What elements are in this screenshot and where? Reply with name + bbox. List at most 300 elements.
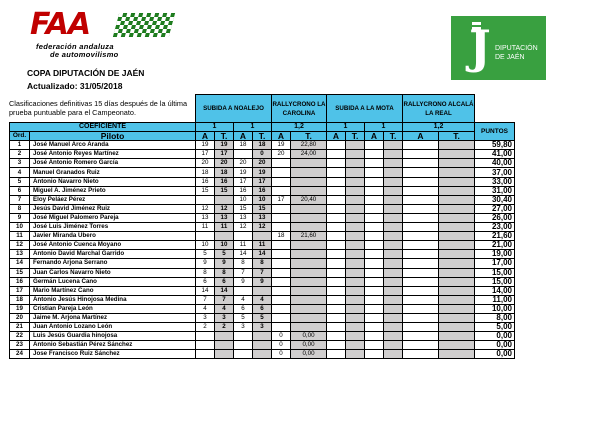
row-score-cell: 18 (253, 141, 272, 150)
row-score-cell (215, 341, 234, 350)
row-ord: 20 (10, 313, 30, 322)
row-driver-name: Fernando Arjona Serrano (30, 259, 196, 268)
row-total-points: 15,00 (475, 268, 515, 277)
row-score-cell (346, 195, 365, 204)
row-score-cell (272, 223, 291, 232)
row-score-cell: 0 (272, 341, 291, 350)
row-score-cell (253, 341, 272, 350)
row-score-cell (327, 232, 346, 241)
table-row (10, 332, 515, 341)
row-score-cell (272, 159, 291, 168)
row-score-cell (327, 341, 346, 350)
row-score-cell (346, 259, 365, 268)
row-ord: 4 (10, 168, 30, 177)
row-ord: 7 (10, 195, 30, 204)
row-score-cell (327, 241, 346, 250)
row-score-cell (291, 241, 327, 250)
row-score-cell (439, 168, 475, 177)
row-score-cell: 12 (234, 223, 253, 232)
row-score-cell: 20 (253, 159, 272, 168)
row-score-cell: 19 (234, 168, 253, 177)
row-score-cell (291, 177, 327, 186)
row-score-cell (327, 204, 346, 213)
row-score-cell: 19 (253, 168, 272, 177)
row-ord: 6 (10, 186, 30, 195)
row-score-cell: 3 (234, 323, 253, 332)
row-score-cell (384, 223, 403, 232)
row-driver-name: Luis Jesús Guardia hinojosa (30, 332, 196, 341)
row-score-cell (291, 204, 327, 213)
row-driver-name: Antonio Navarro Nieto (30, 177, 196, 186)
row-total-points: 0,00 (475, 341, 515, 350)
row-score-cell (327, 323, 346, 332)
row-score-cell: 13 (253, 213, 272, 222)
row-score-cell: 20 (272, 150, 291, 159)
row-score-cell (291, 268, 327, 277)
puntos-header: PUNTOS (475, 123, 515, 141)
row-ord: 19 (10, 304, 30, 313)
row-score-cell (346, 277, 365, 286)
row-score-cell (439, 213, 475, 222)
row-score-cell (384, 286, 403, 295)
row-score-cell: 16 (253, 186, 272, 195)
row-score-cell (403, 259, 439, 268)
row-score-cell (272, 268, 291, 277)
row-score-cell: 9 (234, 277, 253, 286)
row-score-cell: 13 (215, 213, 234, 222)
row-score-cell: 12 (253, 223, 272, 232)
row-ord: 8 (10, 204, 30, 213)
row-score-cell (272, 213, 291, 222)
row-driver-name: José Luis Jiménez Torres (30, 223, 196, 232)
row-score-cell (403, 223, 439, 232)
col-t-header: T. (253, 132, 272, 141)
row-score-cell (384, 295, 403, 304)
row-score-cell (327, 186, 346, 195)
table-row (10, 177, 515, 186)
row-score-cell (384, 332, 403, 341)
row-score-cell (196, 232, 215, 241)
row-score-cell (291, 295, 327, 304)
diputacion-logo-mark: J (469, 20, 491, 74)
row-score-cell (272, 186, 291, 195)
row-score-cell (215, 350, 234, 359)
row-score-cell (327, 195, 346, 204)
header-spacer (10, 95, 196, 123)
row-score-cell (403, 277, 439, 286)
row-score-cell (346, 295, 365, 304)
row-score-cell: 2 (196, 323, 215, 332)
row-score-cell (403, 323, 439, 332)
row-score-cell (403, 232, 439, 241)
row-score-cell: 18 (215, 168, 234, 177)
row-score-cell: 7 (215, 295, 234, 304)
event-header-alcala: RALLYCRONO ALCALÁ LA REAL (403, 95, 475, 123)
row-score-cell: 15 (253, 204, 272, 213)
row-score-cell: 9 (253, 277, 272, 286)
row-driver-name: Jesús David Jiménez Ruiz (30, 204, 196, 213)
row-score-cell: 14 (215, 286, 234, 295)
row-score-cell: 12 (215, 204, 234, 213)
row-score-cell (439, 250, 475, 259)
row-score-cell (365, 286, 384, 295)
row-total-points: 15,00 (475, 277, 515, 286)
row-score-cell: 20,40 (291, 195, 327, 204)
row-score-cell: 0,00 (291, 332, 327, 341)
row-score-cell (346, 350, 365, 359)
row-score-cell: 14 (234, 250, 253, 259)
row-score-cell (253, 332, 272, 341)
row-score-cell: 3 (196, 313, 215, 322)
row-score-cell (196, 195, 215, 204)
row-score-cell (215, 195, 234, 204)
row-score-cell (327, 286, 346, 295)
row-score-cell (365, 241, 384, 250)
table-row (10, 277, 515, 286)
row-score-cell (439, 150, 475, 159)
row-score-cell: 0 (272, 332, 291, 341)
row-score-cell (365, 268, 384, 277)
row-score-cell (384, 304, 403, 313)
row-score-cell (403, 168, 439, 177)
row-total-points: 41,00 (475, 150, 515, 159)
row-score-cell (439, 159, 475, 168)
row-driver-name: Antonio David Marchal Garrido (30, 250, 196, 259)
row-score-cell: 7 (234, 268, 253, 277)
table-row (10, 213, 515, 222)
row-score-cell (291, 313, 327, 322)
row-score-cell (365, 223, 384, 232)
row-score-cell: 20 (215, 159, 234, 168)
row-score-cell (346, 304, 365, 313)
row-score-cell (365, 177, 384, 186)
row-score-cell: 19 (215, 141, 234, 150)
row-ord: 9 (10, 213, 30, 222)
table-row (10, 232, 515, 241)
diputacion-logo-line1: DIPUTACIÓN (495, 45, 538, 52)
row-score-cell (439, 141, 475, 150)
row-score-cell (346, 150, 365, 159)
row-score-cell (234, 341, 253, 350)
row-ord: 17 (10, 286, 30, 295)
row-score-cell (291, 213, 327, 222)
row-score-cell (272, 259, 291, 268)
row-score-cell: 15 (234, 204, 253, 213)
row-score-cell (403, 241, 439, 250)
row-ord: 11 (10, 232, 30, 241)
row-score-cell (365, 186, 384, 195)
row-total-points: 27,00 (475, 204, 515, 213)
row-score-cell: 17 (234, 177, 253, 186)
row-score-cell (439, 268, 475, 277)
row-score-cell (291, 304, 327, 313)
row-score-cell (365, 204, 384, 213)
row-score-cell (291, 259, 327, 268)
row-score-cell (365, 232, 384, 241)
row-total-points: 10,00 (475, 304, 515, 313)
row-score-cell (291, 277, 327, 286)
row-score-cell (403, 304, 439, 313)
table-row (10, 141, 515, 150)
row-score-cell: 17 (215, 150, 234, 159)
row-score-cell (439, 177, 475, 186)
row-score-cell (439, 232, 475, 241)
col-a-header: A (403, 132, 439, 141)
updated-date: Actualizado: 31/05/2018 (27, 81, 123, 91)
row-total-points: 14,00 (475, 286, 515, 295)
classification-table (9, 94, 515, 359)
row-score-cell (215, 232, 234, 241)
piloto-header: Piloto (30, 132, 196, 141)
faa-logo-letters: FAA (30, 7, 91, 42)
row-score-cell: 18 (196, 168, 215, 177)
row-score-cell: 20 (196, 159, 215, 168)
row-score-cell (403, 195, 439, 204)
row-score-cell (439, 286, 475, 295)
row-score-cell (272, 177, 291, 186)
row-driver-name: Juan Carlos Navarro Nieto (30, 268, 196, 277)
row-ord: 15 (10, 268, 30, 277)
col-a-header: A (327, 132, 346, 141)
row-score-cell: 0 (253, 150, 272, 159)
row-driver-name: Antonio Jesús Hinojosa Medina (30, 295, 196, 304)
row-score-cell (365, 295, 384, 304)
row-score-cell: 6 (253, 304, 272, 313)
table-row (10, 286, 515, 295)
row-ord: 18 (10, 295, 30, 304)
table-row (10, 295, 515, 304)
row-score-cell (272, 241, 291, 250)
row-score-cell (384, 241, 403, 250)
row-score-cell (365, 259, 384, 268)
row-driver-name: Jaime M. Arjona Martínez (30, 313, 196, 322)
row-score-cell (291, 223, 327, 232)
diputacion-logo-text (495, 44, 538, 62)
row-score-cell (439, 323, 475, 332)
row-score-cell: 3 (215, 313, 234, 322)
row-score-cell (439, 304, 475, 313)
faa-logo-line1: federación andaluza (36, 42, 114, 51)
row-score-cell: 8 (253, 259, 272, 268)
row-score-cell (365, 332, 384, 341)
row-score-cell: 8 (234, 259, 253, 268)
row-score-cell (384, 313, 403, 322)
row-score-cell: 11 (253, 241, 272, 250)
row-score-cell (346, 341, 365, 350)
row-score-cell: 20 (234, 159, 253, 168)
row-driver-name: José Antonio Cuenca Moyano (30, 241, 196, 250)
table-row (10, 186, 515, 195)
row-score-cell (384, 204, 403, 213)
row-score-cell (196, 350, 215, 359)
row-score-cell: 7 (253, 268, 272, 277)
row-score-cell (384, 350, 403, 359)
row-score-cell (253, 286, 272, 295)
row-ord: 3 (10, 159, 30, 168)
row-score-cell (439, 295, 475, 304)
event-header-la-carolina: RALLYCRONO LA CAROLINA (272, 95, 327, 123)
row-score-cell (327, 268, 346, 277)
col-t-header: T. (439, 132, 475, 141)
row-score-cell: 6 (215, 277, 234, 286)
table-row (10, 341, 515, 350)
row-score-cell: 13 (234, 213, 253, 222)
header-spacer-right (475, 95, 515, 123)
row-score-cell (346, 268, 365, 277)
row-score-cell: 14 (196, 286, 215, 295)
row-score-cell: 5 (215, 250, 234, 259)
row-score-cell (272, 295, 291, 304)
coef-value: 1 (196, 123, 234, 132)
row-score-cell: 11 (196, 223, 215, 232)
row-score-cell (346, 286, 365, 295)
row-score-cell (403, 268, 439, 277)
row-score-cell (327, 332, 346, 341)
row-score-cell (439, 241, 475, 250)
row-ord: 10 (10, 223, 30, 232)
row-score-cell (291, 323, 327, 332)
row-score-cell: 4 (234, 295, 253, 304)
col-a-header: A (365, 132, 384, 141)
row-ord: 24 (10, 350, 30, 359)
row-score-cell (439, 277, 475, 286)
row-driver-name: Jose Francisco Ruiz Sánchez (30, 350, 196, 359)
row-score-cell (291, 168, 327, 177)
diputacion-logo-line2: DE JAÉN (495, 54, 525, 61)
row-score-cell (327, 141, 346, 150)
row-score-cell (234, 232, 253, 241)
table-row (10, 159, 515, 168)
row-score-cell (346, 250, 365, 259)
row-score-cell: 16 (215, 177, 234, 186)
col-t-header: T. (291, 132, 327, 141)
col-a-header: A (272, 132, 291, 141)
row-score-cell (439, 341, 475, 350)
row-score-cell (403, 159, 439, 168)
row-score-cell (439, 313, 475, 322)
row-score-cell: 8 (215, 268, 234, 277)
row-total-points: 31,00 (475, 186, 515, 195)
row-score-cell (327, 159, 346, 168)
row-score-cell: 22,80 (291, 141, 327, 150)
row-score-cell: 13 (196, 213, 215, 222)
table-row (10, 304, 515, 313)
row-total-points: 11,00 (475, 295, 515, 304)
table-row (10, 204, 515, 213)
row-score-cell (346, 241, 365, 250)
row-driver-name: José Manuel Arco Aranda (30, 141, 196, 150)
row-score-cell: 10 (234, 195, 253, 204)
row-total-points: 33,00 (475, 177, 515, 186)
row-total-points: 21,60 (475, 232, 515, 241)
row-score-cell (384, 323, 403, 332)
row-score-cell: 14 (253, 250, 272, 259)
row-ord: 16 (10, 277, 30, 286)
row-total-points: 23,00 (475, 223, 515, 232)
row-score-cell (272, 250, 291, 259)
row-score-cell (253, 232, 272, 241)
table-row (10, 195, 515, 204)
faa-logo-line2: de automovilismo (50, 50, 119, 59)
row-score-cell (403, 150, 439, 159)
row-score-cell: 5 (253, 313, 272, 322)
row-score-cell (365, 168, 384, 177)
row-score-cell (365, 313, 384, 322)
row-score-cell (403, 213, 439, 222)
table-row (10, 150, 515, 159)
row-score-cell: 19 (196, 141, 215, 150)
row-total-points: 5,00 (475, 323, 515, 332)
row-score-cell: 8 (196, 268, 215, 277)
row-score-cell (439, 204, 475, 213)
row-score-cell (272, 168, 291, 177)
row-total-points: 19,00 (475, 250, 515, 259)
row-score-cell (365, 150, 384, 159)
col-a-header: A (196, 132, 215, 141)
row-score-cell: 4 (196, 304, 215, 313)
row-score-cell (215, 332, 234, 341)
row-score-cell (234, 286, 253, 295)
row-score-cell (346, 232, 365, 241)
row-score-cell: 6 (234, 304, 253, 313)
row-driver-name: José Miguel Palomero Pareja (30, 213, 196, 222)
row-score-cell: 7 (196, 295, 215, 304)
event-header-la-mota: SUBIDA A LA MOTA (327, 95, 403, 123)
row-ord: 13 (10, 250, 30, 259)
row-score-cell: 18 (272, 232, 291, 241)
row-driver-name: Cristian Pareja León (30, 304, 196, 313)
row-score-cell: 17 (272, 195, 291, 204)
row-score-cell (384, 150, 403, 159)
row-score-cell: 12 (196, 204, 215, 213)
col-t-header: T. (215, 132, 234, 141)
row-score-cell (234, 332, 253, 341)
row-score-cell (439, 332, 475, 341)
row-score-cell (403, 350, 439, 359)
row-score-cell (384, 277, 403, 286)
row-driver-name: Manuel Granados Ruiz (30, 168, 196, 177)
row-score-cell (384, 232, 403, 241)
row-driver-name: José Antonio Reyes Martínez (30, 150, 196, 159)
row-total-points: 0,00 (475, 350, 515, 359)
row-score-cell (327, 350, 346, 359)
row-total-points: 0,00 (475, 332, 515, 341)
row-score-cell (346, 141, 365, 150)
ord-header: Ord. (10, 132, 30, 141)
row-driver-name: Juan Antonio Lozano León (30, 323, 196, 332)
row-score-cell (439, 186, 475, 195)
description-text: Clasificaciones definitivas 15 días después de la última prueba puntuable para el Campeonato. (9, 99, 188, 117)
row-score-cell (365, 141, 384, 150)
row-ord: 5 (10, 177, 30, 186)
row-score-cell (272, 277, 291, 286)
row-driver-name: Germán Lucena Cano (30, 277, 196, 286)
row-driver-name: Miguel A. Jiménez Prieto (30, 186, 196, 195)
row-ord: 22 (10, 332, 30, 341)
row-score-cell (384, 186, 403, 195)
row-score-cell (403, 313, 439, 322)
row-score-cell (384, 141, 403, 150)
row-score-cell: 19 (272, 141, 291, 150)
row-score-cell (403, 177, 439, 186)
diputacion-logo (451, 16, 546, 80)
row-driver-name: Javier Miranda Ubero (30, 232, 196, 241)
row-score-cell (272, 286, 291, 295)
row-driver-name: Antonio Sebastián Pérez Sánchez (30, 341, 196, 350)
row-score-cell (365, 250, 384, 259)
coef-value: 1,2 (272, 123, 327, 132)
row-total-points: 59,80 (475, 141, 515, 150)
